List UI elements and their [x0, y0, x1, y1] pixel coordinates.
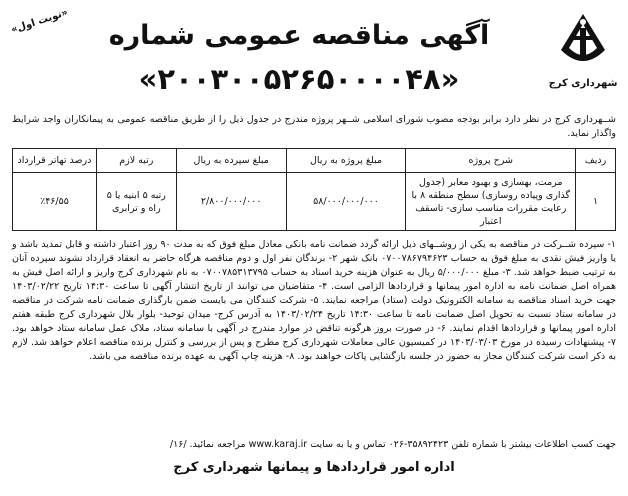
- terms-paragraph: ۱- سپرده شــرکت در مناقصه به یکی از روشــهای ذیل ارائه گردد ضمانت نامه بانکی معادل مبلغ فوق که به مدت ۹۰ روز اعتبار داشته و قابل تمدید باشد و یا واریز فیش نقدی به مبلغ فوق به حساب ۰۷۰۰۷۸۶۷۹۴۶۲۳ بانک شهر ۲- برندگان نفر اول و دوم مناقصه هرگاه حاضر به انعقاد قرارداد نشوند سپرده آنان به ترتیب ضبط خواهد شد. ۳- مبلغ ۵/۰۰۰/۰۰۰ ریال به عنوان هزینه خرید اسناد به حساب ۰۷۰۰۷۸۵۳۱۳۷۹۵ به نام شهرداری کرج واریز و ارائه اصل فیش به همراه اصل ضمانت نامه به اداره امور پیمانها و قراردادها الزامی است. ۴- متقاضیان می توانند از تاریخ انتشار آگهی تا ساعت ۱۴:۳۰ تاریخ ۱۴۰۳/۰۲/۲۲ جهت خرید اسناد مناقصه به سامانه الکترونیک دولت (ستاد) مراجعه نمایند. ۵- شرکت کنندگان می بایست ضمن بارگذاری ضمانت نامه شرکت در مناقصه در سامانه ستاد نسبت به تحویل اصل ضمانت نامه تا ساعت ۱۴:۳۰ تاریخ ۱۴۰۳/۰۲/۲۴ به آدرس کرج- میدان توحید- بلوار بلال شهرداری کرج طبقه هفتم اداره امور پیمانها و قراردادها اقدام نمایند. ۶- در صورت بروز هرگونه تناقض در موارد مندرج در آگهی با سامانه ستاد، ملاک عمل سامانه ستاد خواهد بود. ۷- پیشنهادات رسیده در مورخ ۱۴۰۳/۰۳/۰۳ در کمیسیون عالی معاملات شهرداری کرج مطرح و پس از بررسی و کنترل برنده مناقصه اعلام خواهد شد. لازم به ذکر است شرکت کنندگان مجاز به حضور در جلسه بازگشایی پاکات خواهند بود. ۸- هزینه چاپ آگهی به عهده برنده مناقصه می باشد.: [12, 239, 617, 362]
- header-project-amount: مبلغ پروژه به ریال: [286, 149, 406, 173]
- intro-paragraph: شــهرداری کرج در نظر دارد برابر بودجه مصوب شورای اسلامی شــهر پروژه مندرج در جدول ذیل را از طریق مناقصه عمومی به پیمانکاران واجد شرایط واگذار نماید.: [12, 114, 616, 139]
- page-title: آگهی مناقصه عمومی شماره: [108, 20, 490, 51]
- header-deposit-amount: مبلغ سپرده به ریال: [176, 149, 286, 173]
- project-table: [12, 148, 616, 231]
- municipality-emblem-icon: [555, 10, 611, 76]
- cell-description: مرمت، بهسازی و بهبود معابر (جدول گذاری وپیاده روسازی) سطح منطقه ۸ با رعایت مقررات مناسب سازی- تاسقف اعتبار: [406, 173, 576, 231]
- cell-offset-percent: ٪۴۶/۵۵: [13, 173, 97, 231]
- header-description: شرح پروژه: [406, 149, 576, 173]
- header-required-rank: رتبه لازم: [96, 149, 176, 173]
- cell-row-number: ۱: [576, 173, 616, 231]
- table-header-row: [13, 149, 616, 173]
- logo-caption: شهرداری کرج: [548, 78, 618, 89]
- table-row: [13, 173, 616, 231]
- first-publication-badge: «نوبت اول»: [9, 7, 70, 36]
- cell-required-rank: رتبه ۵ ابنیه یا ۵ راه و ترابری: [96, 173, 176, 231]
- cell-project-amount: ۵۸/۰۰۰/۰۰۰/۰۰۰: [286, 173, 406, 231]
- cell-deposit-amount: ۲/۸۰۰/۰۰۰/۰۰۰: [176, 173, 286, 231]
- tender-number: «۲۰۰۳۰۰۵۲۶۵۰۰۰۰۴۸»: [138, 62, 460, 96]
- karaj-municipality-logo: [546, 10, 620, 96]
- contact-info: جهت کسب اطلاعات بیشتر با شماره تلفن ۳۵۸۹۲۴۲۳-۰۲۶ تماس و یا به سایت www.karaj.ir مراجعه نمائید. /۱۶/: [169, 439, 616, 450]
- issuer-signature: اداره امور قراردادها و پیمانها شهرداری کرج: [173, 460, 455, 475]
- header-offset-percent: درصد تهاتر قرارداد: [13, 149, 97, 173]
- header-row-number: ردیف: [576, 149, 616, 173]
